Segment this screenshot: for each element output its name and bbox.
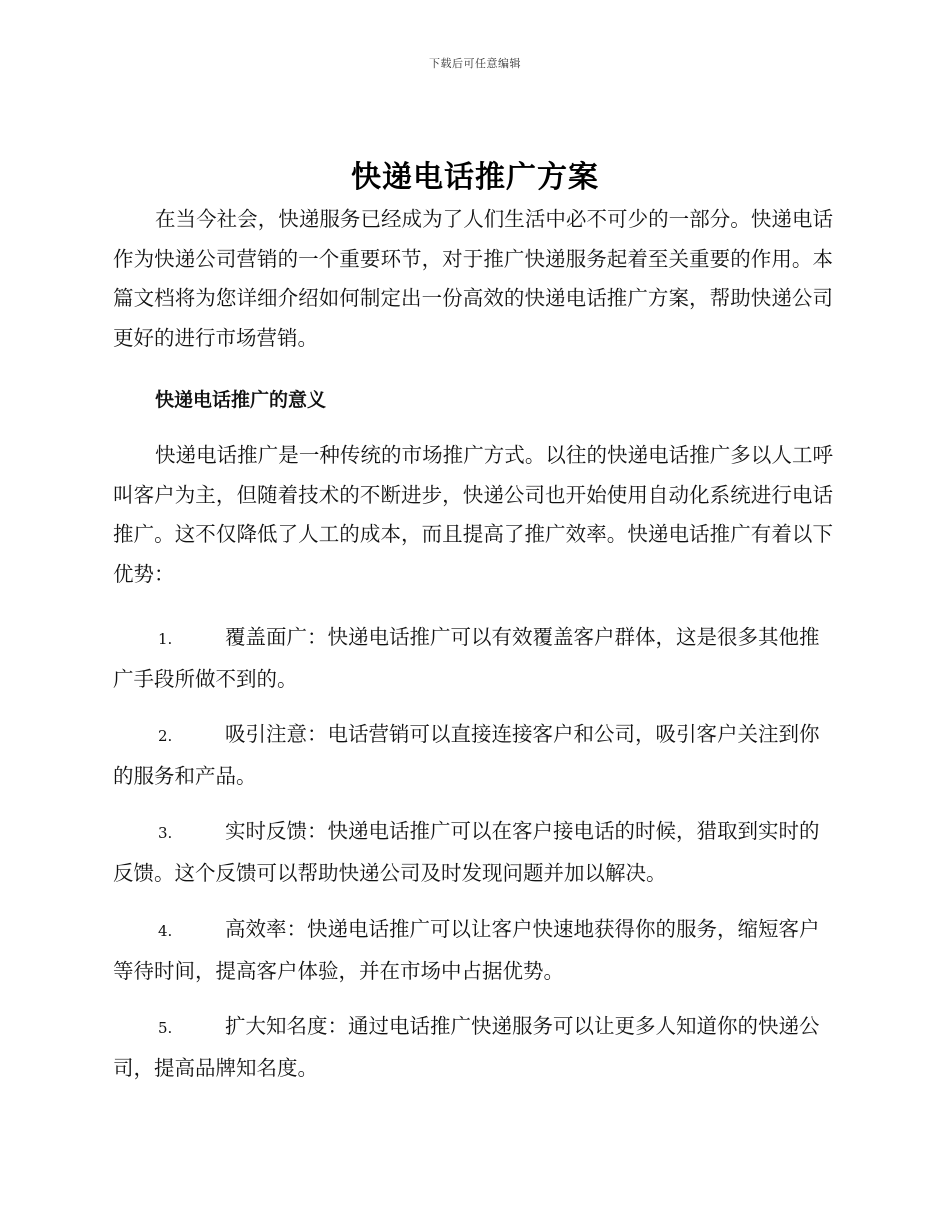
list-item [113,812,833,893]
list-item-number: 5. [158,1019,173,1037]
section-heading: 快递电话推广的意义 [155,389,327,411]
meaning-paragraph: 快递电话推广是一种传统的市场推广方式。以往的快递电话推广多以人工呼叫客户为主，但随着技术的不断进步，快递公司也开始使用自动化系统进行电话推广。这不仅降低了人工的成本，而且提高了推广效率。快递电话推广有着以下优势： [113,443,833,586]
list-item-text: 覆盖面广：快递电话推广可以有效覆盖客户群体，这是很多其他推广手段所做不到的。 [113,625,820,691]
intro-paragraph: 在当今社会，快递服务已经成为了人们生活中必不可少的一部分。快递电话作为快递公司营销的一个重要环节，对于推广快递服务起着至关重要的作用。本篇文档将为您详细介绍如何制定出一份高效的快递电话推广方案，帮助快递公司更好的进行市场营销。 [113,207,833,350]
list-item-text: 实时反馈：快递电话推广可以在客户接电话的时候，猎取到实时的反馈。这个反馈可以帮助快递公司及时发现问题并加以解决。 [113,819,820,885]
list-item-number: 1. [158,630,173,648]
list-item-number: 4. [158,922,173,940]
list-item [113,715,833,796]
list-item-text: 高效率：快递电话推广可以让客户快速地获得你的服务，缩短客户等待时间，提高客户体验，并在市场中占据优势。 [113,917,820,983]
document-title: 快递电话推广方案 [351,160,599,195]
header-note: 下载后可任意编辑 [429,57,521,70]
list-item [113,1007,833,1088]
list-item-text: 扩大知名度：通过电话推广快递服务可以让更多人知道你的快递公司，提高品牌知名度。 [113,1014,820,1080]
list-item-text: 吸引注意：电话营销可以直接连接客户和公司，吸引客户关注到你的服务和产品。 [113,722,820,788]
list-item-number: 3. [158,824,173,842]
list-item [113,618,833,699]
list-item [113,910,833,991]
list-item-number: 2. [158,727,173,745]
